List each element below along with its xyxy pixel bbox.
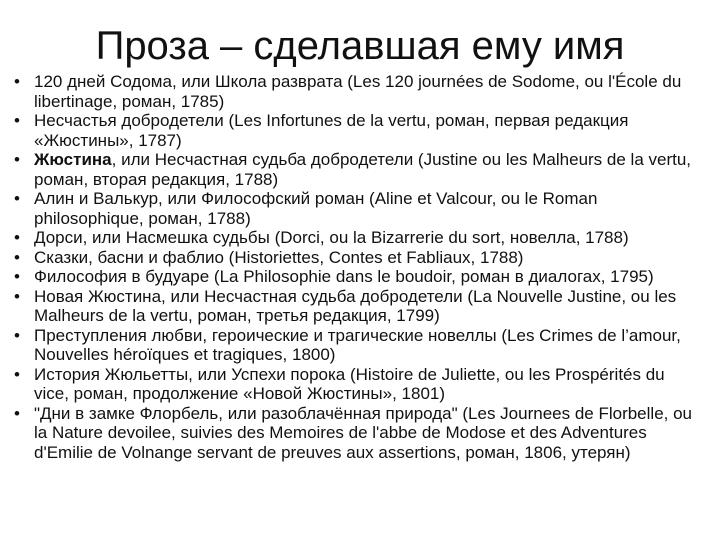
slide-title: Проза – сделавшая ему имя bbox=[95, 24, 625, 68]
item-text: , или Несчастная судьба добродетели (Justine ou les Malheurs de la vertu, роман, вторая редакция, 1788) bbox=[34, 150, 692, 189]
item-text: Новая Жюстина, или Несчастная судьба добродетели (La Nouvelle Justine, ou les Malheurs de la vertu, роман, третья редакция, 1799) bbox=[34, 286, 677, 325]
bullet-icon: • bbox=[14, 267, 20, 286]
bullet-icon: • bbox=[14, 364, 20, 384]
item-text: Несчастья добродетели (Les Infortunes de la vertu, роман, первая редакция «Жюстины», 1787) bbox=[34, 111, 629, 150]
list-item bbox=[10, 228, 700, 248]
bullet-icon: • bbox=[14, 228, 20, 247]
list-item bbox=[10, 248, 700, 268]
bullet-icon: • bbox=[14, 150, 20, 169]
list-item bbox=[10, 326, 700, 365]
bullet-icon: • bbox=[14, 403, 20, 423]
list-item bbox=[10, 365, 700, 404]
item-text: Сказки, басни и фаблио (Historiettes, Contes et Fabliaux, 1788) bbox=[34, 247, 524, 267]
item-strong-title: Жюстина bbox=[34, 150, 112, 169]
bullet-icon: • bbox=[14, 189, 20, 208]
list-item bbox=[10, 404, 700, 463]
item-text: История Жюльетты, или Успехи порока (Histoire de Juliette, ou les Prospérités du vice, роман, продолжение «Новой Жюстины», 1801) bbox=[34, 364, 665, 403]
list-item bbox=[10, 150, 700, 189]
bullet-icon: • bbox=[14, 111, 20, 130]
bullet-icon: • bbox=[14, 325, 20, 345]
item-text: Философия в будуаре (La Philosophie dans le boudoir, роман в диалогах, 1795) bbox=[34, 267, 654, 286]
item-text: Преступления любви, героические и трагические новеллы (Les Crimes de l’amour, Nouvelles héroïques et tragiques, 1800) bbox=[34, 325, 681, 364]
list-item bbox=[10, 267, 700, 287]
bullet-icon: • bbox=[14, 247, 20, 267]
bullet-icon: • bbox=[14, 72, 20, 91]
item-text: "Дни в замке Флорбель, или разоблачённая природа" (Les Journees de Florbelle, ou la Nature devoilee, suivies des Memoires de l'abbe de Modose et des Adventures d'Emilie de Volnange servant de preuves aux assertions, роман, 1806, утерян) bbox=[34, 403, 693, 462]
item-text: Дорси, или Насмешка судьбы (Dorci, ou la Bizarrerie du sort, новелла, 1788) bbox=[34, 228, 629, 247]
item-text: 120 дней Содома, или Школа разврата (Les 120 journées de Sodome, ou l'École du libertinage, роман, 1785) bbox=[34, 72, 682, 111]
bullet-icon: • bbox=[14, 286, 20, 306]
list-item bbox=[10, 72, 700, 111]
list-item bbox=[10, 287, 700, 326]
item-text: Алин и Валькур, или Философский роман (Aline et Valcour, ou le Roman philosophique, роман, 1788) bbox=[34, 189, 598, 228]
list-item bbox=[10, 189, 700, 228]
list-item bbox=[10, 111, 700, 150]
works-list bbox=[10, 72, 700, 462]
